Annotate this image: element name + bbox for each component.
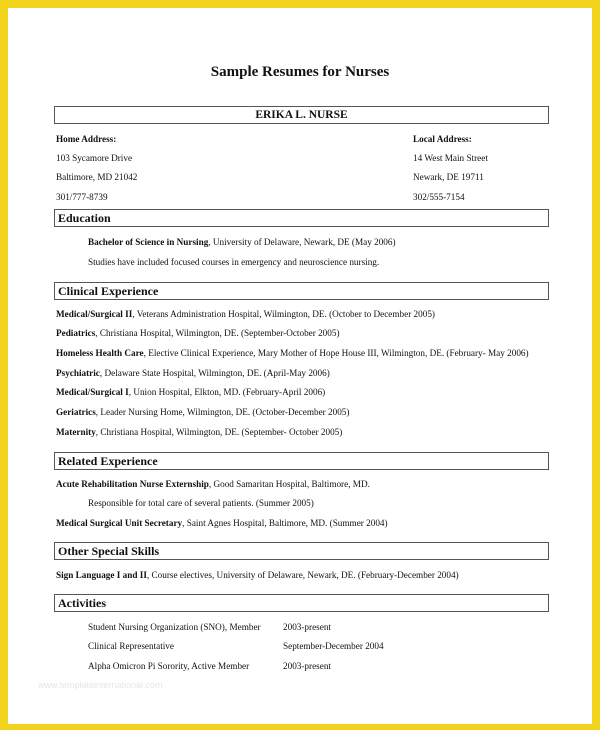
activity-name: Clinical Representative <box>88 641 174 651</box>
activity-date: September-December 2004 <box>283 641 384 651</box>
document-title: Sample Resumes for Nurses <box>210 64 390 80</box>
clinical-item-details: , Christiana Hospital, Wilmington, DE. (September- October 2005) <box>95 427 343 437</box>
related-job <box>56 478 370 490</box>
local-city: Newark, DE 19711 <box>413 172 484 182</box>
education-heading: Education <box>54 209 549 227</box>
clinical-item-title: Psychiatric <box>56 368 100 378</box>
clinical-item <box>56 426 342 438</box>
home-address-label: Home Address: <box>56 134 117 144</box>
clinical-item-title: Maternity <box>56 427 96 437</box>
degree-name: Bachelor of Science in Nursing <box>88 237 209 247</box>
clinical-item-details: , Delaware State Hospital, Wilmington, DE. (April-May 2006) <box>99 368 330 378</box>
clinical-item-title: Geriatrics <box>56 407 96 417</box>
clinical-item-details: , Christiana Hospital, Wilmington, DE. (September-October 2005) <box>95 328 340 338</box>
skill-details: , Course electives, University of Delaware, Newark, DE. (February-December 2004) <box>146 570 459 580</box>
related-job-details: , Saint Agnes Hospital, Baltimore, MD. (Summer 2004) <box>182 518 388 528</box>
activity-name: Alpha Omicron Pi Sorority, Active Member <box>88 661 250 671</box>
clinical-item <box>56 308 435 320</box>
education-studies: Studies have included focused courses in emergency and neuroscience nursing. <box>88 257 380 267</box>
related-job-title: Medical Surgical Unit Secretary <box>56 518 183 528</box>
related-experience-heading: Related Experience <box>54 452 549 470</box>
clinical-item-details: , Elective Clinical Experience, Mary Mother of Hope House III, Wilmington, DE. (February- May 2006) <box>143 348 529 358</box>
home-street: 103 Sycamore Drive <box>56 153 133 163</box>
local-street: 14 West Main Street <box>413 153 488 163</box>
clinical-item-details: , Leader Nursing Home, Wilmington, DE. (October-December 2005) <box>95 407 350 417</box>
clinical-experience-heading: Clinical Experience <box>54 282 549 300</box>
home-phone: 301/777-8739 <box>56 192 108 202</box>
watermark: www.templateinternational.com <box>38 680 163 690</box>
clinical-item-title: Medical/Surgical II <box>56 309 133 319</box>
clinical-item-details: , Veterans Administration Hospital, Wilmington, DE. (October to December 2005) <box>132 309 435 319</box>
special-skills-heading: Other Special Skills <box>54 542 549 560</box>
clinical-item <box>56 367 330 379</box>
related-job-description: Responsible for total care of several patients. (Summer 2005) <box>88 498 314 508</box>
local-phone: 302/555-7154 <box>413 192 465 202</box>
clinical-item <box>56 386 325 398</box>
activity-date: 2003-present <box>283 622 331 632</box>
related-job <box>56 517 388 529</box>
home-city: Baltimore, MD 21042 <box>56 172 138 182</box>
related-job-details: , Good Samaritan Hospital, Baltimore, MD. <box>208 479 370 489</box>
skill-title: Sign Language I and II <box>56 570 147 580</box>
degree-details: , University of Delaware, Newark, DE (May 2006) <box>208 237 396 247</box>
clinical-item <box>56 327 340 339</box>
clinical-item-title: Homeless Health Care <box>56 348 144 358</box>
name-header: ERIKA L. NURSE <box>54 106 549 124</box>
education-degree <box>88 236 396 248</box>
special-skill <box>56 569 459 581</box>
resume-page <box>8 8 592 724</box>
activities-heading: Activities <box>54 594 549 612</box>
clinical-item-title: Medical/Surgical I <box>56 387 129 397</box>
activity-name: Student Nursing Organization (SNO), Member <box>88 622 261 632</box>
clinical-item-details: , Union Hospital, Elkton, MD. (February-April 2006) <box>128 387 326 397</box>
clinical-item <box>56 347 529 359</box>
related-job-title: Acute Rehabilitation Nurse Externship <box>56 479 209 489</box>
clinical-item-title: Pediatrics <box>56 328 96 338</box>
local-address-label: Local Address: <box>413 134 472 144</box>
clinical-item <box>56 406 349 418</box>
activity-date: 2003-present <box>283 661 331 671</box>
